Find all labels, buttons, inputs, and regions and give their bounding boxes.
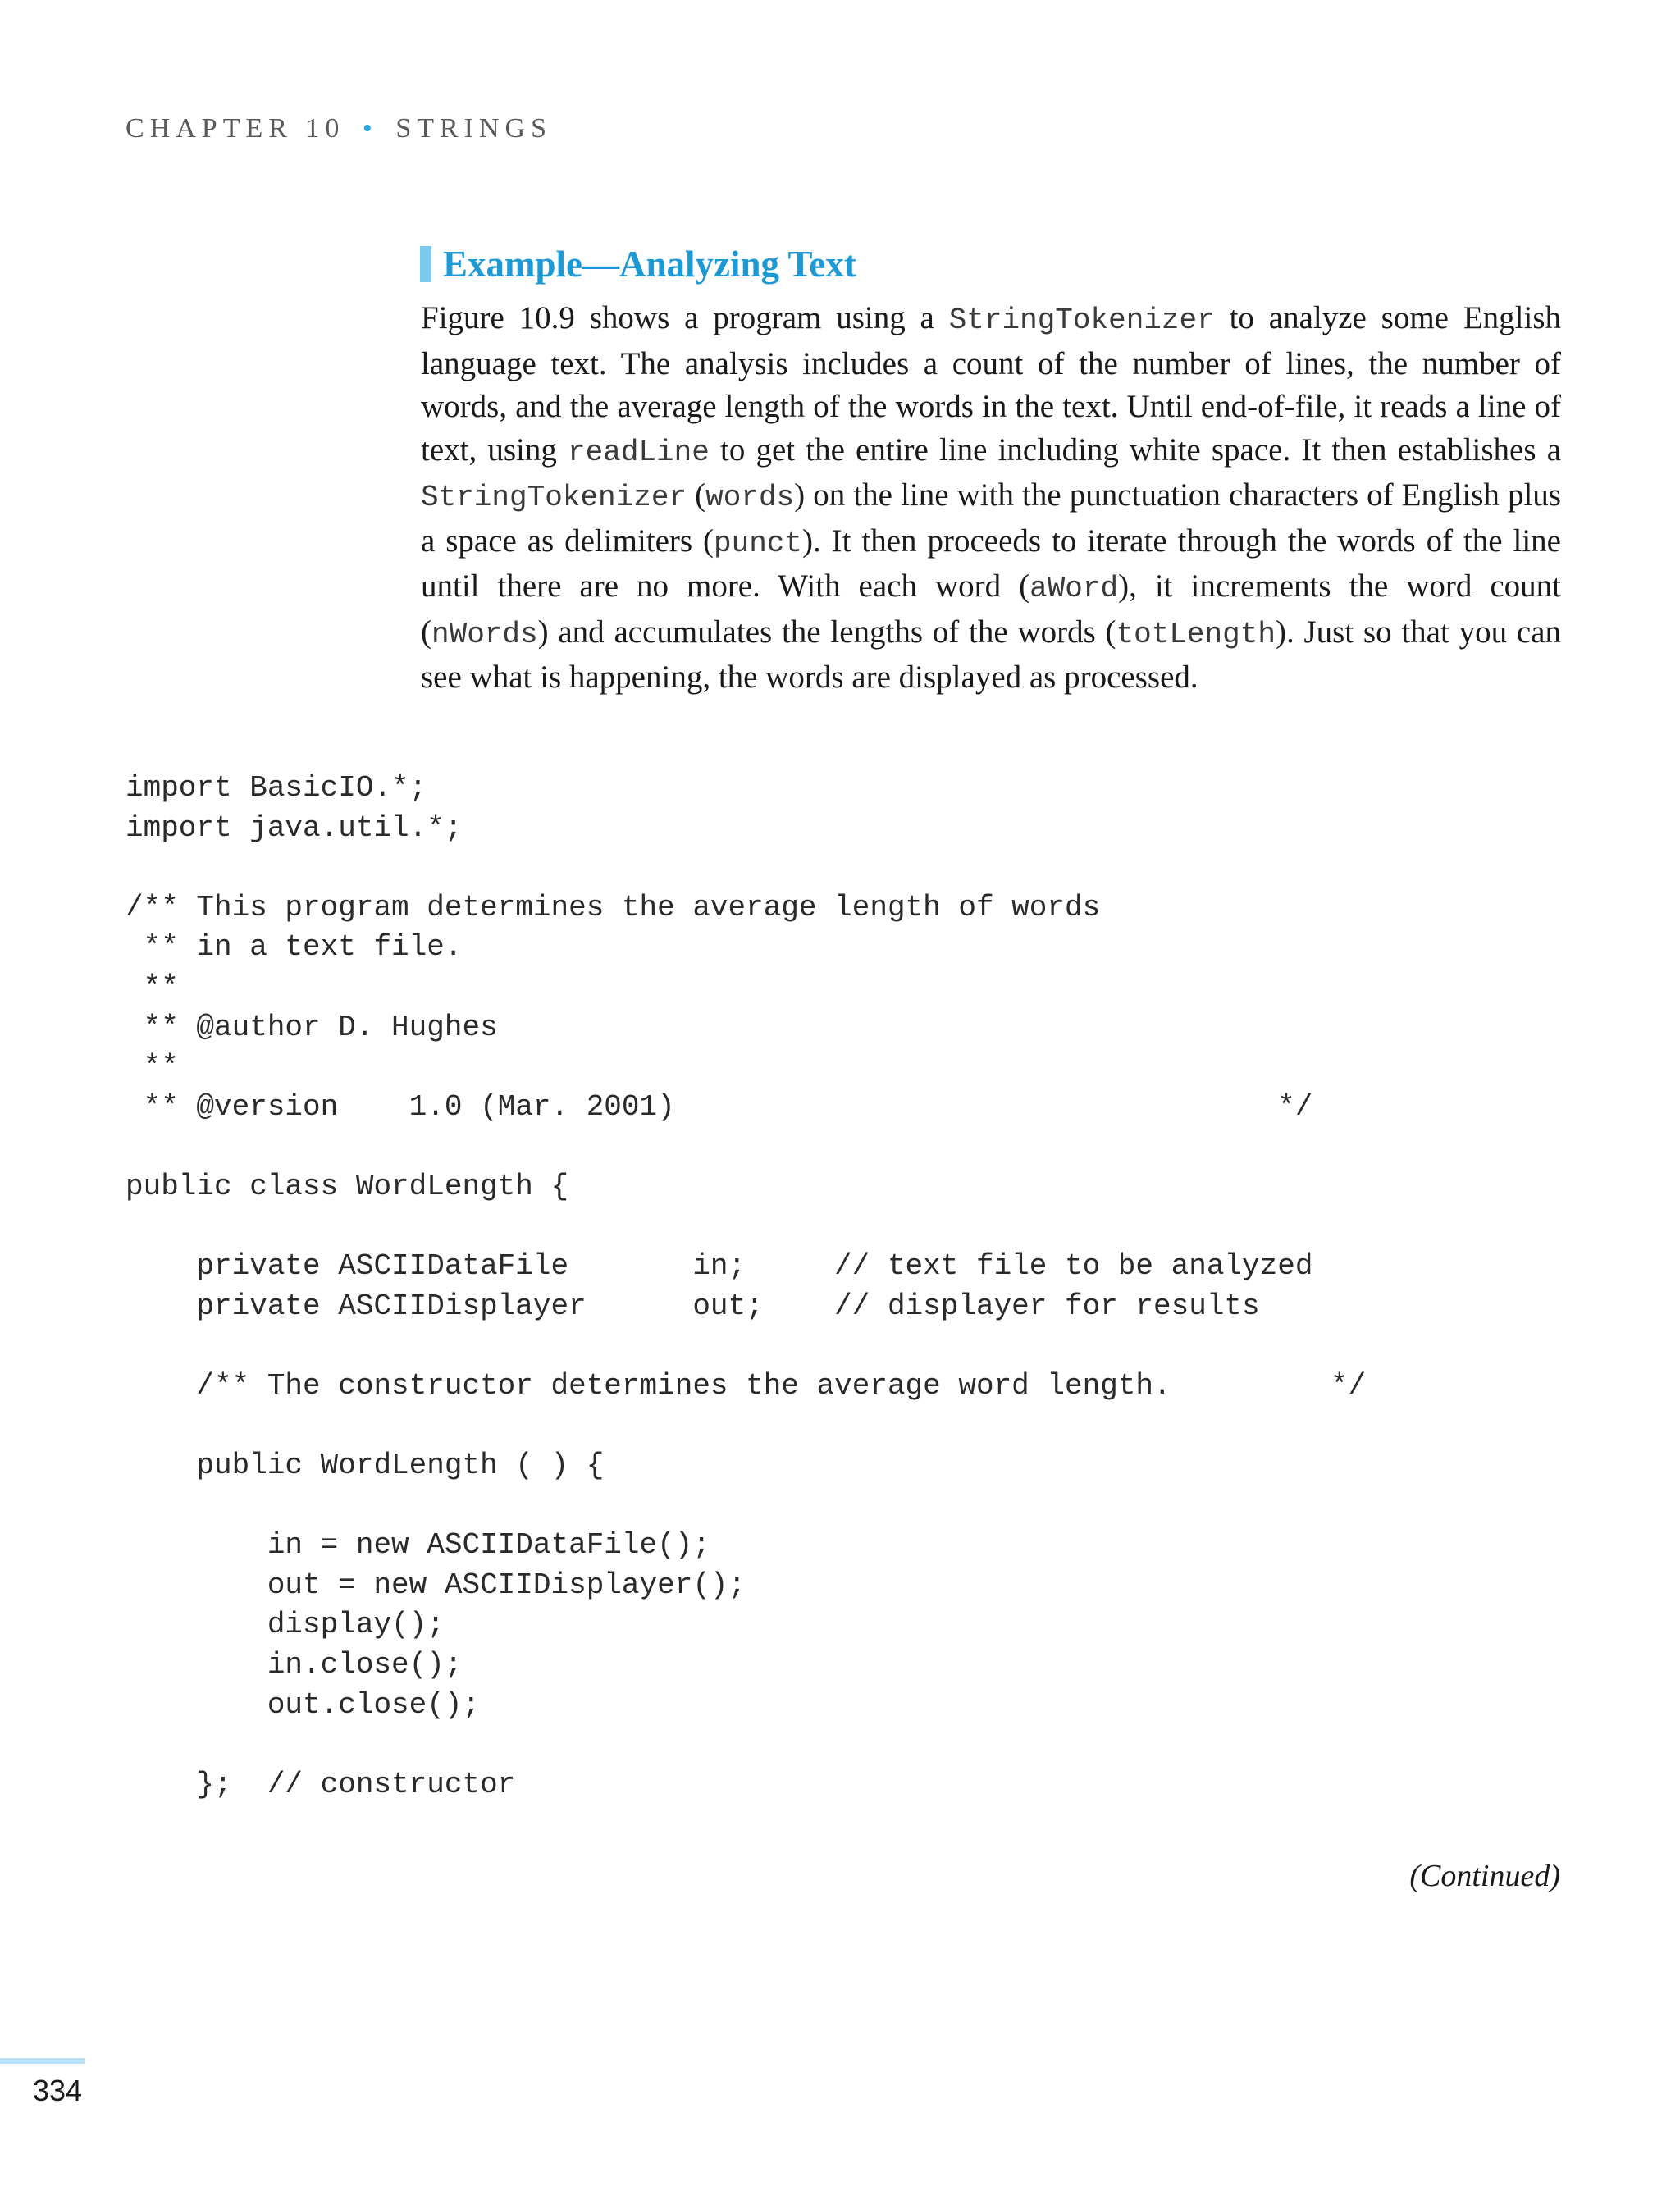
bullet-separator: • — [362, 113, 378, 144]
intro-text: Figure 10.9 shows a program using a — [421, 300, 949, 335]
inline-code: totLength — [1116, 617, 1276, 651]
continued-note: (Continued) — [1409, 1859, 1560, 1893]
inline-code: StringTokenizer — [948, 304, 1215, 337]
intro-text: ). It then proceeds to iterate through the words of the line until there are no more. With each word ( — [421, 523, 1561, 604]
intro-text: ) and accumulates the lengths of the words ( — [537, 614, 1116, 650]
section-title: Example—Analyzing Text — [443, 244, 856, 285]
heading-accent-bar — [420, 246, 431, 282]
intro-text: ( — [687, 477, 706, 513]
chapter-label: CHAPTER 10 — [126, 113, 345, 144]
code-listing: import BasicIO.*; import java.util.*; /** This program determines the average length of words ** in a text file. ** ** @author D. Hughes ** ** @version 1.0 (Mar. 2001) */ public class WordLength { private ASCIIDataFile in; // text file to be analyzed private ASCIIDisplayer out; // displayer for results /** The constructor determines the average word length. */ public WordLength ( ) { in = new ASCIIDataFile(); out = new ASCIIDisplayer(); display(); in.close(); out.close(); }; // constructor — [126, 771, 1367, 1801]
running-head — [126, 113, 552, 144]
inline-code: aWord — [1029, 572, 1119, 605]
intro-text: to get the entire line including white space. It then establishes a — [709, 431, 1561, 468]
intro-text: to analyze some English language text. The analysis includes a count of the number of lines, the number of words, and the average length of the words in the text. Until end-of-file, it reads a line of text, using — [421, 300, 1561, 468]
intro-text: ), it increments the word count ( — [421, 568, 1561, 650]
chapter-title: STRINGS — [395, 113, 553, 144]
page-number: 334 — [33, 2074, 83, 2107]
section-heading — [420, 243, 856, 285]
inline-code: punct — [714, 526, 803, 560]
intro-text: ). Just so that you can see what is happening, the words are displayed as processed. — [421, 614, 1561, 695]
inline-code: nWords — [431, 617, 538, 651]
inline-code: StringTokenizer — [421, 481, 687, 514]
inline-code: words — [705, 481, 795, 514]
inline-code: readLine — [568, 435, 710, 469]
page-number-rule — [0, 2058, 85, 2064]
intro-text: ) on the line with the punctuation characters of English plus a space as delimiters ( — [421, 477, 1561, 559]
intro-paragraph — [421, 297, 1561, 700]
